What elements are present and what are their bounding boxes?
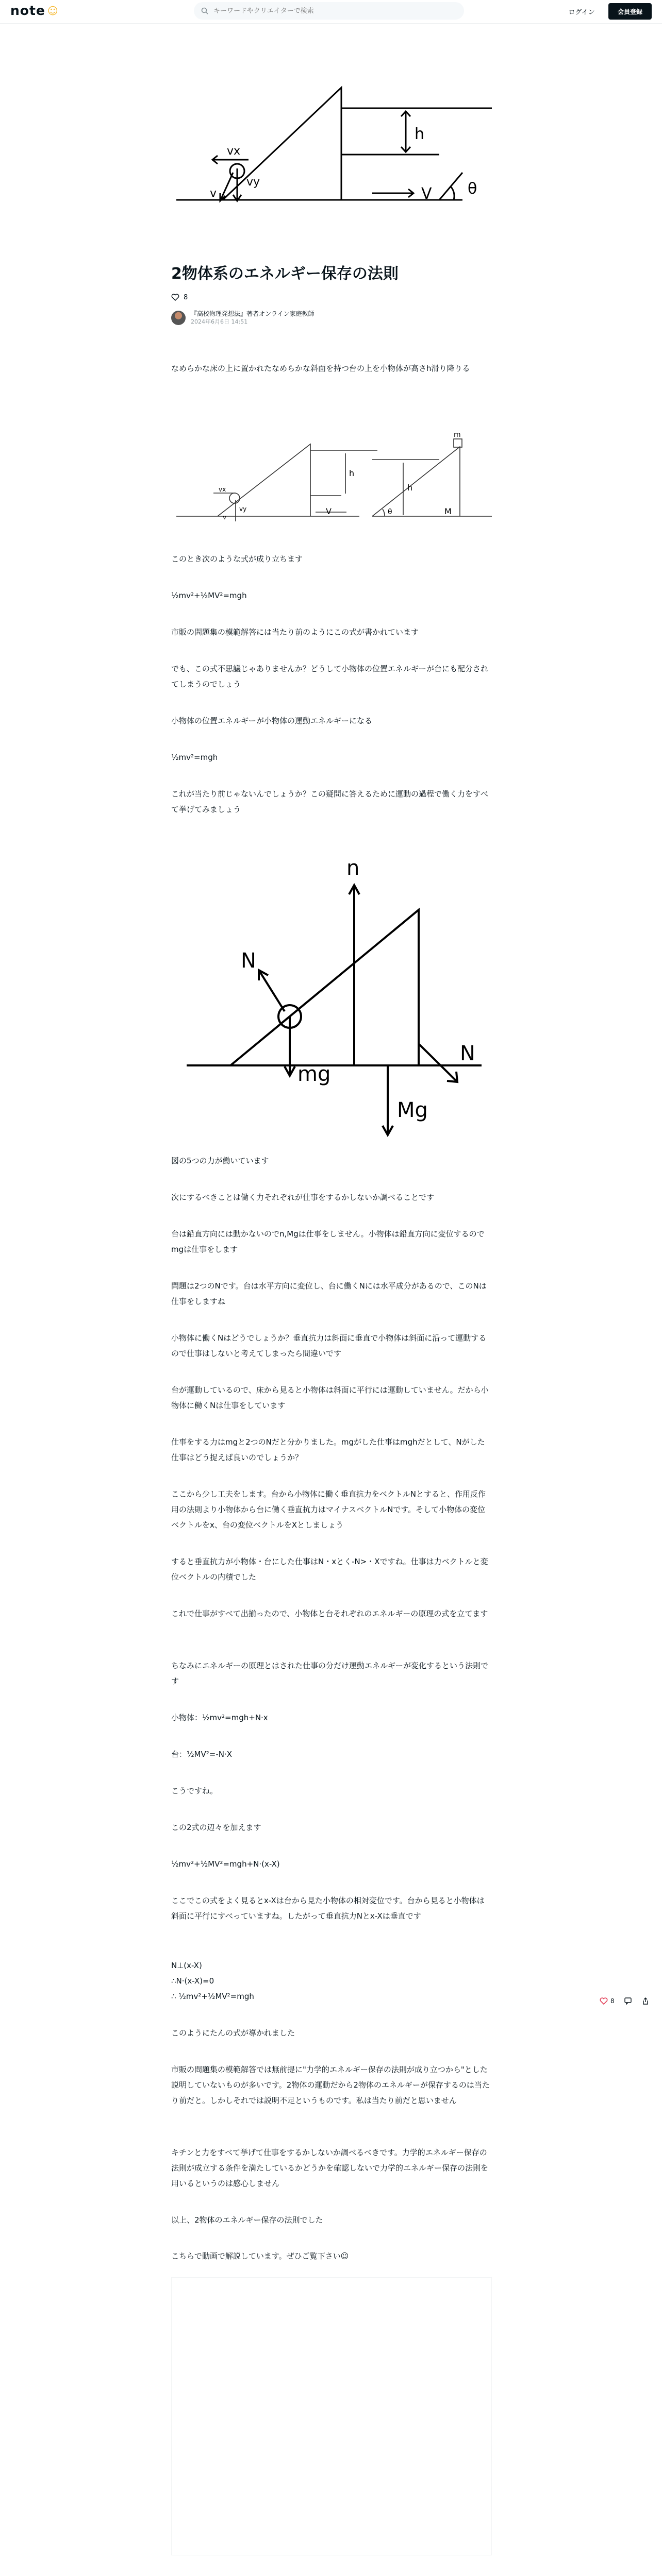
fig2-label-h2: h: [407, 483, 413, 493]
fig2-label-vy: vy: [239, 505, 247, 513]
share-icon[interactable]: [641, 1997, 650, 2005]
equation-result: ∴ ½mv²+½MV²=mgh: [171, 1992, 254, 2001]
paragraph-22: こうですね。: [171, 1786, 218, 1795]
fig1-label-v: v: [210, 187, 217, 200]
post-date: 2024年6月6日 14:51: [191, 318, 248, 325]
fig2-label-theta: θ: [388, 508, 392, 516]
fig3-label-N-table: N: [460, 1042, 475, 1065]
comment-icon[interactable]: [624, 1997, 632, 2005]
forces-figure: [181, 849, 482, 1138]
paragraph-25: ここでこの式をよく見るとx-Xは台から見た小物体の相対変位です。台から見ると小物体は斜面に平行にすべっていますね。したがって垂直抗力Nとx-Xは垂直です: [171, 1896, 485, 1921]
heart-outline-icon: [171, 293, 179, 301]
fig3-label-N-small: N: [241, 949, 256, 973]
logo-text: note: [10, 3, 45, 18]
video-embed[interactable]: [171, 2277, 492, 2555]
paragraph-16: ここから少し工夫をします。台から小物体に働く垂直抗力をベクトルNとすると、作用反作用の法則より小物体から台に働く垂直抗力はマイナスベクトルNです。そして小物体の変位ベクトルをx、台の変位ベクトルをXとしましょう: [171, 1489, 486, 1530]
equation-sum: ½mv²+½MV²=mgh+N·(x-X): [171, 1859, 280, 1869]
paragraph-13: 小物体に働くNはどうでしょうか？垂直抗力は斜面に垂直で小物体は斜面に沿って運動するので仕事はしないと考えてしまったら間違いです: [171, 1333, 487, 1358]
search-input[interactable]: [213, 7, 451, 15]
note-logo[interactable]: [10, 3, 58, 18]
paragraph-30: 市販の問題集の模範解答では無前提に"力学的エネルギー保存の法則が成り立つから"とした説明していないものが多いです。2物体の運動だから2物体のエネルギーが保存するのは当たり前だと。しかしそれでは説明不足というものです。私は当たり前だと思いません: [171, 2065, 490, 2105]
fig2-label-m: m: [454, 431, 461, 439]
search-icon: [201, 7, 208, 14]
paragraph-6: 小物体の位置エネルギーが小物体の運動エネルギーになる: [171, 716, 373, 725]
setup-figure: [171, 418, 492, 537]
paragraph-9: 図の5つの力が働いています: [171, 1156, 269, 1165]
paragraph-1: なめらかな床の上に置かれたなめらかな斜面を持つ台の上を小物体が高さh滑り降りる: [171, 364, 470, 373]
paragraph-2: このとき次のような式が成り立ちます: [171, 554, 303, 564]
like-count: 8: [184, 293, 188, 301]
fig1-label-h: h: [415, 125, 425, 143]
paragraph-33: こちらで動画で解説しています。ぜひご覧下さい☺: [171, 2251, 349, 2261]
equation-table: 台：½MV²=-N·X: [171, 1750, 233, 1759]
paragraph-5: でも、この式不思議じゃありませんか？どうして小物体の位置エネルギーが台にも配分されてしまうのでしょう: [171, 664, 489, 689]
author-avatar[interactable]: [171, 311, 186, 325]
paragraph-12: 問題は2つのNです。台は水平方向に変位し、台に働くNには水平成分があるので、このNは仕事をしますね: [171, 1281, 487, 1306]
fig3-label-Mg: Mg: [397, 1098, 428, 1122]
author-block[interactable]: [171, 310, 315, 326]
paragraph-32: 以上、2物体のエネルギー保存の法則でした: [171, 2215, 323, 2225]
paragraph-14: 台が運動しているので、床から見ると小物体は斜面に平行には運動していません。だから小物体に働くNは仕事をしています: [171, 1385, 489, 1410]
fig2-label-vx: vx: [219, 486, 226, 493]
equation-2: ½mv²=mgh: [171, 753, 218, 762]
fig2-label-h: h: [349, 468, 355, 478]
paragraph-11: 台は鉛直方向には動かないのでn,Mgは仕事をしません。小物体は鉛直方向に変位するのでmgは仕事をします: [171, 1229, 485, 1254]
fig1-label-theta: θ: [468, 180, 477, 198]
login-button[interactable]: ログイン: [563, 3, 600, 20]
mascot-icon: ☺: [47, 4, 58, 17]
paragraph-10: 次にするべきことは働く力それぞれが仕事をするかしないか調べることです: [171, 1193, 435, 1202]
floating-action-bar: [599, 1997, 650, 2005]
paragraph-18: これで仕事がすべて出揃ったので、小物体と台それぞれのエネルギーの原理の式を立てます: [171, 1609, 488, 1618]
paragraph-15: 仕事をする力はmgと2つのNだと分かりました。mgがした仕事はmghだとして、Nがした仕事はどう捉えば良いのでしょうか？: [171, 1437, 485, 1462]
paragraph-23: この2式の辺々を加えます: [171, 1823, 261, 1832]
header-figure: [171, 77, 492, 232]
like-button[interactable]: [599, 1997, 615, 2005]
paragraph-29: このようにたんの式が導かれました: [171, 2028, 295, 2038]
fig3-label-n: n: [346, 856, 360, 880]
equation-object: 小物体：½mv²=mgh+N·x: [171, 1713, 268, 1722]
paragraph-8: これが当たり前じゃないんでしょうか？この疑問に答えるために運動の過程で働く力をすべて挙げてみましょう: [171, 789, 488, 814]
paragraph-31: キチンと力をすべて挙げて仕事をするかしないか調べるべきです。力学的エネルギー保存の法則が成立する条件を満たしているかどうかを確認しないで力学的エネルギー保存の法則を用いるというのは感心しません: [171, 2148, 489, 2188]
like-summary[interactable]: [171, 293, 188, 301]
floating-like-count: 8: [610, 1997, 615, 2005]
fig2-label-M: M: [444, 506, 452, 516]
fig2-label-v: v: [223, 514, 227, 521]
author-name[interactable]: 『高校物理発想法』著者オンライン家庭教師: [191, 310, 315, 317]
fig1-label-vx: vx: [227, 145, 241, 158]
equation-zero: ∴N·(x-X)=0: [171, 1976, 214, 1986]
paragraph-19: ちなみにエネルギーの原理とはされた仕事の分だけ運動エネルギーが変化するという法則です: [171, 1661, 489, 1686]
site-header: [0, 0, 662, 24]
paragraph-4: 市販の問題集の模範解答には当たり前のようにこの式が書かれています: [171, 628, 419, 637]
fig2-label-V: V: [326, 506, 332, 516]
equation-perp: N⊥(x-X): [171, 1961, 202, 1970]
fig1-label-vy: vy: [246, 176, 260, 189]
fig1-label-V: V: [421, 185, 432, 203]
fig3-label-mg: mg: [297, 1062, 331, 1086]
equation-1: ½mv²+½MV²=mgh: [171, 591, 247, 600]
search-bar[interactable]: [194, 2, 464, 20]
article-title: 2物体系のエネルギー保存の法則: [171, 265, 399, 283]
paragraph-17: すると垂直抗力が小物体・台にした仕事はN・xとく-N>・Xですね。仕事は力ベクトルと変位ベクトルの内積でした: [171, 1557, 488, 1582]
signup-button[interactable]: 会員登録: [608, 3, 652, 20]
heart-icon: [599, 1997, 608, 2005]
